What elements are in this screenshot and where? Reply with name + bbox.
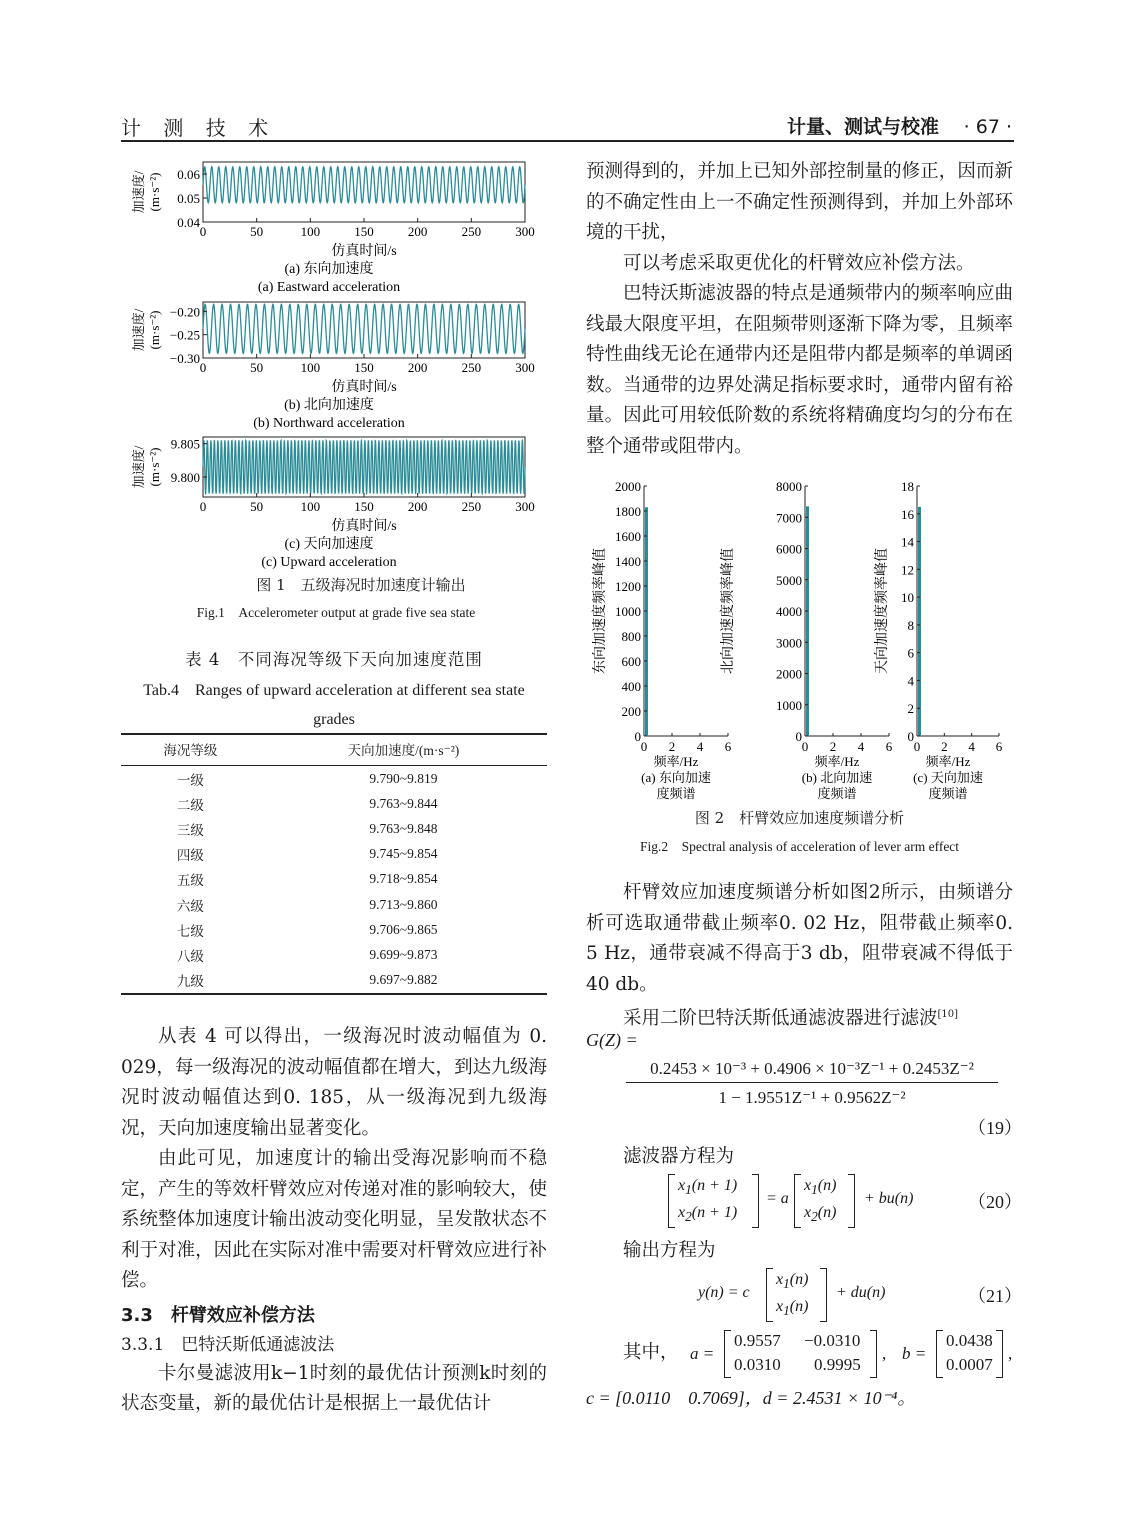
y-tick-label: 6000 [776, 541, 802, 557]
range-cell: 9.763~9.848 [369, 820, 438, 836]
y-tick-label: 8000 [776, 479, 802, 494]
y-axis-label: 北向加速度频率峰值 [721, 548, 736, 674]
table-4-grid [121, 733, 547, 995]
sea-grade-cell: 三级 [176, 822, 204, 838]
y-tick-label: 1400 [615, 554, 641, 569]
table-4-title-cn: 表 4 不同海况等级下天向加速度范围 [185, 650, 483, 669]
y-axis-unit: (m·s⁻²) [147, 447, 162, 487]
y-tick-label: 2000 [776, 666, 802, 682]
x-tick-label: 0 [913, 739, 921, 754]
paragraph: 巴特沃斯滤波器的特点是通频带内的频率响应曲线最大限度平坦，在阻频带则逐渐下降为零，且频率特性曲线无论在通带内还是阻带内都是频率的单调函数。当通带的边界处满足指标要求时，通带内留有裕量。因此可用较低阶数的系统将精确度均匀的分布在整个通带或阻带内。 [586, 283, 1013, 457]
table-4-title-en: Tab.4 Ranges of upward acceleration at different sea state grades [143, 682, 525, 728]
y-axis-label: 加速度/ [131, 445, 146, 489]
x-tick-label: 6 [995, 739, 1003, 754]
y-tick-label: 0.04 [177, 215, 200, 230]
x-tick-label: 0 [199, 360, 207, 375]
x-tick-label: 100 [300, 499, 321, 514]
x-tick-label: 150 [354, 360, 374, 375]
range-cell: 9.706~9.865 [369, 921, 438, 937]
matrix-a-21: 0.0310 [734, 1355, 781, 1374]
panel-caption: 度频谱 [817, 786, 857, 801]
y-axis-unit: (m·s⁻²) [147, 172, 162, 212]
spectrum-peak [645, 507, 648, 736]
matrix-b-1: 0.0438 [946, 1331, 993, 1350]
filter-eq-label: 滤波器方程为 [623, 1146, 735, 1167]
journal-name: 计 测 技 术 [121, 116, 277, 140]
x-axis-label: 仿真时间/s [331, 244, 397, 259]
page-number: · 67 · [963, 116, 1012, 138]
table-row [121, 942, 547, 967]
y-tick-label: 2 [907, 701, 914, 717]
x-tick-label: 0 [199, 224, 207, 239]
table-row [121, 766, 547, 792]
right-column-text [586, 157, 1013, 462]
right-column-text-2 [586, 878, 1013, 1035]
output-eq-label: 输出方程为 [623, 1240, 716, 1261]
signal-line [203, 167, 525, 203]
x-tick-label: 50 [250, 224, 264, 239]
y-tick-label: 6 [907, 645, 914, 661]
panel-caption-en: (a) Eastward acceleration [257, 280, 401, 295]
table-row [121, 968, 547, 994]
table-row [121, 816, 547, 841]
table-row [121, 867, 547, 892]
range-cell: 9.763~9.844 [369, 795, 438, 811]
where-label: 其中， [623, 1342, 679, 1363]
x-tick-label: 50 [250, 360, 264, 375]
section-heading: 3.3 杆臂效应补偿方法 [121, 1304, 315, 1326]
figure-1-caption-cn: 图 1 五级海况时加速度计输出 [256, 576, 466, 594]
x-tick-label: 0 [801, 739, 809, 754]
y-tick-label: 5000 [776, 572, 802, 588]
left-column-text [121, 1022, 547, 1420]
x-tick-label: 2 [941, 739, 948, 754]
x-tick-label: 2 [829, 739, 837, 754]
subsection-heading: 3.3.1 巴特沃斯低通滤波法 [121, 1334, 335, 1355]
x-tick-label: 6 [885, 739, 893, 754]
x-tick-label: 2 [668, 739, 676, 754]
y-tick-label: −0.20 [169, 304, 200, 320]
table-row [121, 842, 547, 867]
x-tick-label: 250 [461, 499, 482, 514]
header-rule [121, 140, 1014, 142]
eq21-number: （21） [968, 1286, 1022, 1306]
table-row [121, 892, 547, 917]
eq19-numerator: 0.2453 × 10⁻³ + 0.4906 × 10⁻³Z⁻¹ + 0.2453Z⁻² [626, 1059, 998, 1083]
x-tick-label: 200 [407, 499, 428, 514]
citation: [10] [937, 1009, 959, 1020]
y-axis-label: 天向加速度频率峰值 [875, 548, 890, 674]
y-tick-label: 1800 [615, 504, 641, 519]
figure-2-plots [590, 476, 1015, 806]
paragraph: 由此可见，加速度计的输出受海况影响而不稳定，产生的等效杆臂效应对传递对准的影响较大，使系统整体加速度计输出波动变化明显，呈发散状态不利于对准，因此在实际对准中需要对杆臂效应进行补偿。 [121, 1148, 547, 1291]
table-row [121, 917, 547, 942]
y-tick-label: 0 [634, 729, 641, 744]
y-tick-label: 2000 [615, 479, 641, 494]
eq19-denominator: 1 − 1.9551Z⁻¹ + 0.9562Z⁻² [718, 1088, 906, 1107]
paragraph: 卡尔曼滤波用k−1时刻的最优估计预测k时刻的状态变量，新的最优估计是根据上一最优估计 [121, 1362, 547, 1414]
signal-line [203, 304, 525, 353]
y-tick-label: 4000 [776, 604, 802, 619]
figure-2-caption-en: Fig.2 Spectral analysis of acceleration of lever arm effect [639, 839, 960, 854]
matrix-a-12: −0.0310 [804, 1331, 861, 1350]
y-tick-label: 1200 [615, 579, 641, 594]
table-row [121, 791, 547, 816]
y-tick-label: 0 [795, 729, 802, 744]
x-axis-label: 仿真时间/s [331, 380, 397, 395]
running-header [787, 112, 1012, 139]
section-title: 计量、测试与校准 [787, 116, 940, 138]
figure-2-caption-cn: 图 2 杆臂效应加速度频谱分析 [694, 809, 905, 827]
panel-caption: (b) 北向加速 [801, 770, 873, 785]
sea-grade-cell: 五级 [176, 873, 204, 889]
matrix-b-2: 0.0007 [946, 1355, 993, 1374]
y-tick-label: 1600 [615, 529, 641, 544]
matrix-a-11: 0.9557 [734, 1331, 781, 1350]
y-tick-label: 9.800 [170, 470, 200, 485]
y-tick-label: 4 [907, 673, 914, 689]
panel-caption-en: (c) Upward acceleration [261, 555, 397, 570]
y-tick-label: 3000 [776, 635, 802, 651]
y-axis-unit: (m·s⁻²) [147, 310, 162, 350]
x-tick-label: 4 [857, 739, 865, 754]
x-tick-label: 300 [515, 360, 535, 375]
paragraph: 从表 4 可以得出，一级海况时波动幅值为 0. 029，每一级海况的波动幅值都在增大，到达九级海况时波动幅值达到0. 185，从一级海况到九级海况，天向加速度输出显著变化。 [121, 1026, 547, 1139]
x-tick-label: 4 [696, 739, 704, 754]
sea-grade-cell: 四级 [176, 848, 204, 864]
panel-caption-en: (b) Northward acceleration [253, 416, 405, 431]
panel-caption-cn: (a) 东向加速度 [284, 262, 374, 277]
x-tick-label: 150 [354, 499, 374, 514]
panel-caption: 度频谱 [928, 786, 968, 801]
y-tick-label: 1000 [776, 697, 802, 713]
table-header: 海况等级 [121, 734, 260, 766]
x-tick-label: 300 [515, 224, 535, 239]
eq19-lhs: G(Z) = [586, 1030, 638, 1050]
x-axis-label: 频率/Hz [925, 754, 971, 769]
x-tick-label: 50 [250, 499, 264, 514]
x-tick-label: 4 [968, 739, 975, 754]
paragraph: 预测得到的，并加上已知外部控制量的修正，因而新的不确定性由上一不确定性预测得到，并加上外部环境的干扰， [586, 161, 1013, 243]
y-axis-label: 加速度/ [131, 308, 146, 352]
figure-1-plots [121, 152, 551, 582]
y-tick-label: 200 [621, 704, 641, 719]
figure-1-caption-en: Fig.1 Accelerometer output at grade five sea state [196, 605, 476, 620]
y-tick-label: 0.06 [177, 167, 200, 182]
paragraph: 可以考虑采取更优化的杆臂效应补偿方法。 [623, 252, 975, 274]
eq20-number: （20） [968, 1192, 1022, 1212]
y-axis-label: 加速度/ [131, 170, 146, 214]
x-tick-label: 0 [199, 499, 207, 514]
sea-grade-cell: 九级 [121, 968, 260, 994]
range-cell: 9.745~9.854 [369, 846, 438, 862]
figure-2 [590, 476, 1015, 810]
sea-grade-cell: 二级 [176, 797, 204, 813]
paragraph-text: 采用二阶巴特沃斯低通滤波器进行滤波 [623, 1008, 938, 1030]
panel-caption: (a) 东向加速 [641, 770, 711, 785]
matrix-c-d: c = [0.0110 0.7069]，d = 2.4531 × 10⁻⁴。 [586, 1388, 916, 1408]
x-axis-label: 仿真时间/s [331, 519, 397, 534]
y-tick-label: 7000 [776, 510, 802, 526]
x-tick-label: 100 [300, 360, 321, 375]
y-tick-label: −0.25 [169, 327, 200, 343]
sea-grade-cell: 六级 [176, 898, 204, 914]
range-cell: 9.790~9.819 [369, 770, 438, 786]
y-tick-label: 18 [901, 479, 914, 494]
x-tick-label: 250 [461, 360, 482, 375]
sea-grade-cell: 七级 [176, 923, 204, 939]
y-tick-label: −0.30 [169, 351, 200, 366]
y-tick-label: 1000 [615, 604, 641, 619]
range-cell: 9.699~9.873 [369, 946, 438, 962]
paragraph [586, 1000, 1013, 1035]
panel-caption-cn: (c) 天向加速度 [284, 537, 374, 552]
panel-caption: (c) 天向加速 [913, 770, 983, 785]
y-tick-label: 9.805 [170, 436, 200, 452]
range-cell: 9.697~9.882 [260, 968, 547, 994]
panel-caption-cn: (b) 北向加速度 [284, 398, 374, 413]
x-tick-label: 200 [407, 224, 428, 239]
signal-line [203, 440, 525, 493]
y-tick-label: 400 [621, 679, 641, 694]
eq20: $x_1(n + 1)$ $x_2(n + 1)$ = a $x_1(n)$ $x_2(n)$ + bu(n) [668, 1174, 938, 1230]
sea-grade-cell: 一级 [176, 772, 204, 788]
range-cell: 9.713~9.860 [369, 896, 438, 912]
figure-1 [121, 152, 551, 586]
y-tick-label: 0 [907, 729, 914, 744]
y-tick-label: 600 [621, 654, 641, 669]
panel-caption: 度频谱 [656, 786, 696, 801]
x-tick-label: 6 [724, 739, 732, 754]
y-tick-label: 0.05 [177, 191, 200, 206]
x-tick-label: 0 [640, 739, 648, 754]
x-axis-label: 频率/Hz [814, 754, 860, 769]
x-tick-label: 200 [407, 360, 428, 375]
x-tick-label: 300 [515, 499, 535, 514]
y-tick-label: 8 [907, 617, 914, 633]
x-axis-label: 频率/Hz [653, 754, 699, 769]
y-tick-label: 16 [901, 506, 914, 522]
eq19-number: （19） [968, 1118, 1022, 1138]
matrix-a-22: 0.9995 [814, 1355, 861, 1374]
y-tick-label: 10 [901, 590, 914, 606]
x-tick-label: 150 [354, 224, 374, 239]
eq21: y(n) = c $x_1(n)$ $x_1(n)$ + du(n) [698, 1268, 938, 1324]
y-tick-label: 14 [901, 534, 914, 550]
y-tick-label: 12 [901, 562, 914, 578]
table-4 [121, 733, 547, 995]
spectrum-peak [806, 506, 809, 736]
range-cell: 9.718~9.854 [369, 871, 438, 887]
table-header: 天向加速度/(m·s⁻²) [260, 734, 547, 766]
y-axis-label: 东向加速度频率峰值 [593, 548, 608, 674]
sea-grade-cell: 八级 [176, 948, 204, 964]
paragraph: 杆臂效应加速度频谱分析如图2所示，由频谱分析可选取通带截止频率0. 02 Hz，阻带截止频率0. 5 Hz，通带衰减不得高于3 db，阻带衰减不得低于40 db。 [586, 882, 1013, 995]
x-tick-label: 250 [461, 224, 482, 239]
y-tick-label: 800 [621, 629, 641, 644]
matrix-params: a = 0.9557 −0.0310 0.0310 0.9995 , b = 0.0438 0.0007 , [690, 1330, 1020, 1380]
x-tick-label: 100 [300, 224, 321, 239]
